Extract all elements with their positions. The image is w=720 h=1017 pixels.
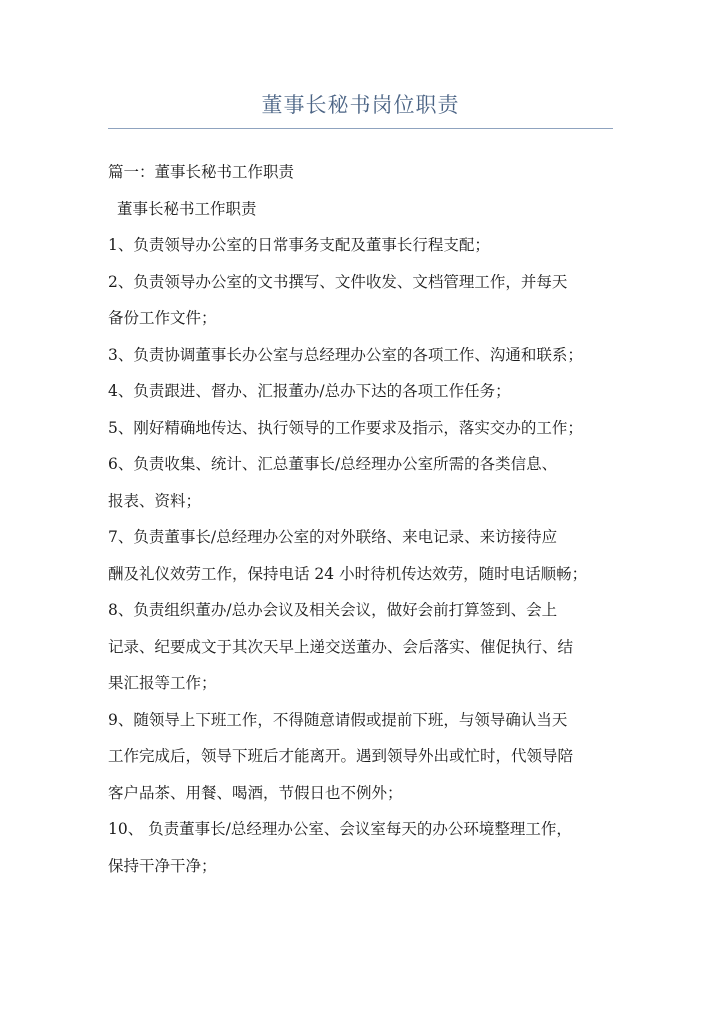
- paragraph-line: 7、负责董事长/总经理办公室的对外联络、来电记录、来访接待应: [108, 528, 558, 546]
- paragraph-line: 酬及礼仪效劳工作，保持电话 24 小时待机传达效劳，随时电话顺畅；: [108, 564, 588, 583]
- paragraph-line: 1、负责领导办公室的日常事务支配及董事长行程支配；: [108, 236, 490, 254]
- paragraph-line: 果汇报等工作；: [108, 674, 217, 692]
- paragraph-line: 10、 负责董事长/总经理办公室、会议室每天的办公环境整理工作，: [108, 820, 572, 838]
- section-heading: 篇一：董事长秘书工作职责: [108, 163, 295, 181]
- paragraph-line: 9、随领导上下班工作，不得随意请假或提前下班，与领导确认当天: [108, 710, 568, 729]
- paragraph-line: 4、负责跟进、督办、汇报董办/总办下达的各项工作任务；: [108, 382, 511, 400]
- paragraph-line: 3、负责协调董事长办公室与总经理办公室的各项工作、沟通和联系；: [108, 345, 583, 364]
- title-underline: [108, 128, 613, 129]
- document-title: 董事长秘书岗位职责: [261, 93, 460, 117]
- paragraph-line: 保持干净干净；: [108, 856, 217, 875]
- paragraph-line: 报表、资料；: [108, 491, 202, 510]
- paragraph-line: 工作完成后，领导下班后才能离开。遇到领导外出或忙时，代领导陪: [108, 747, 574, 765]
- paragraph-line: 2、负责领导办公室的文书撰写、文件收发、文档管理工作，并每天: [108, 272, 568, 291]
- paragraph-line: 8、负责组织董办/总办会议及相关会议，做好会前打算签到、会上: [108, 601, 558, 619]
- subheading: 董事长秘书工作职责: [117, 199, 257, 218]
- paragraph-line: 5、刚好精确地传达、执行领导的工作要求及指示，落实交办的工作；: [108, 418, 583, 437]
- paragraph-line: 6、负责收集、统计、汇总董事长/总经理办公室所需的各类信息、: [108, 455, 558, 473]
- paragraph-line: 记录、纪要成文于其次天早上递交送董办、会后落实、催促执行、结: [108, 637, 574, 656]
- paragraph-line: 备份工作文件；: [108, 309, 217, 327]
- paragraph-line: 客户品茶、用餐、喝酒，节假日也不例外；: [108, 783, 403, 802]
- document-body: [108, 154, 613, 884]
